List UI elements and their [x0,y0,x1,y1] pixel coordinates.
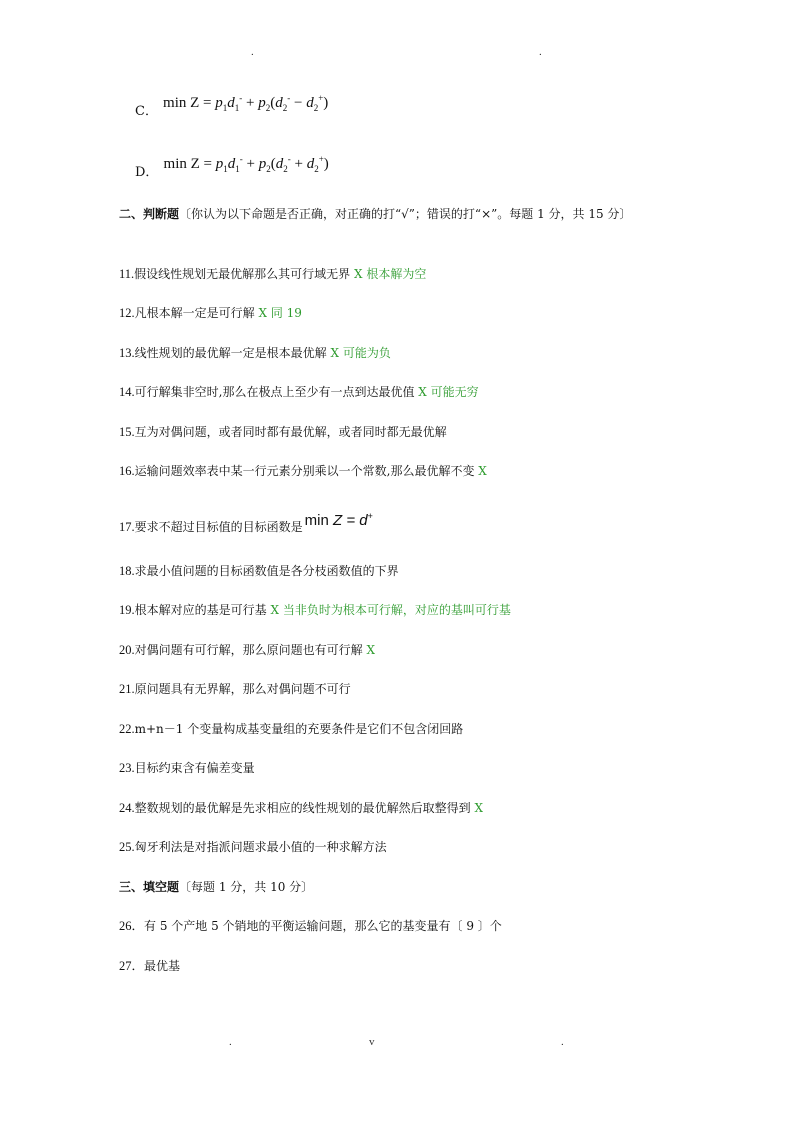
question-18: 18.求最小值问题的目标函数值是各分枝函数值的下界 [119,564,399,578]
footer-dot-right: . [561,1036,564,1048]
question-17: 17.要求不超过目标值的目标函数是 min Z = d+ [119,511,373,534]
question-24: 24.整数规划的最优解是先求相应的线性规划的最优解然后取整得到 X [119,801,483,815]
question-15: 15.互为对偶问题，或者同时都有最优解，或者同时都无最优解 [119,425,447,439]
fill-question-26: 26．有 5 个产地 5 个销地的平衡运输问题，那么它的基变量有〔 9 〕个 [119,919,502,933]
option-d [135,153,329,180]
question-22: 22.m+n－1 个变量构成基变量组的充要条件是它们不包含闭回路 [119,722,464,736]
section-2-heading [119,203,679,225]
footer-mark: v [369,1036,375,1048]
section-3-instructions: 〔每题 1 分，共 10 分〕 [179,880,314,894]
answer-19: X 当非负时为根本可行解，对应的基叫可行基 [266,603,511,617]
question-17-formula: min Z = d+ [304,511,373,529]
answer-14: X 可能无穷 [414,385,479,399]
option-c-formula: $\min Z = p_1d_1^- + p_2(d_2^- - d_2^+)$ [163,93,329,113]
question-11: 11.假设线性规划无最优解那么其可行域无界 X 根本解为空 [119,267,427,281]
question-12: 12.凡根本解一定是可行解 X 同 19 [119,306,302,320]
option-c-label: C． [135,104,158,119]
question-16: 16.运输问题效率表中某一行元素分别乘以一个常数,那么最优解不变 X [119,464,487,478]
section-2-instructions: 〔你认为以下命题是否正确，对正确的打“√”；错误的打“×”。每题 1 分，共 15 分〕 [179,207,632,221]
answer-16: X [474,464,487,478]
question-19: 19.根本解对应的基是可行基 X 当非负时为根本可行解，对应的基叫可行基 [119,603,511,617]
question-21: 21.原问题具有无界解，那么对偶问题不可行 [119,682,351,696]
fill-question-27: 27．最优基 [119,959,181,973]
header-dot-left: . [251,46,254,58]
answer-13: X 可能为负 [326,346,391,360]
question-14: 14.可行解集非空时,那么在极点上至少有一点到达最优值 X 可能无穷 [119,385,479,399]
answer-12: X 同 19 [254,306,302,320]
answer-11: X 根本解为空 [350,267,427,281]
question-20: 20.对偶问题有可行解，那么原问题也有可行解 X [119,643,375,657]
option-d-formula: $\min Z = p_1d_1^- + p_2(d_2^- + d_2^+)$ [163,154,329,174]
option-d-label: D． [135,165,159,180]
footer-dot-left: . [229,1036,232,1048]
question-25: 25.匈牙利法是对指派问题求最小值的一种求解方法 [119,840,387,854]
option-c [135,92,329,119]
question-23: 23.目标约束含有偏差变量 [119,761,255,775]
header-dot-right: . [539,46,542,58]
section-3-title: 三、填空题 [119,880,180,894]
answer-24: X [470,801,483,815]
section-3-heading [119,878,313,896]
question-13: 13.线性规划的最优解一定是根本最优解 X 可能为负 [119,346,391,360]
answer-20: X [362,643,375,657]
section-2-title: 二、判断题 [119,207,180,221]
